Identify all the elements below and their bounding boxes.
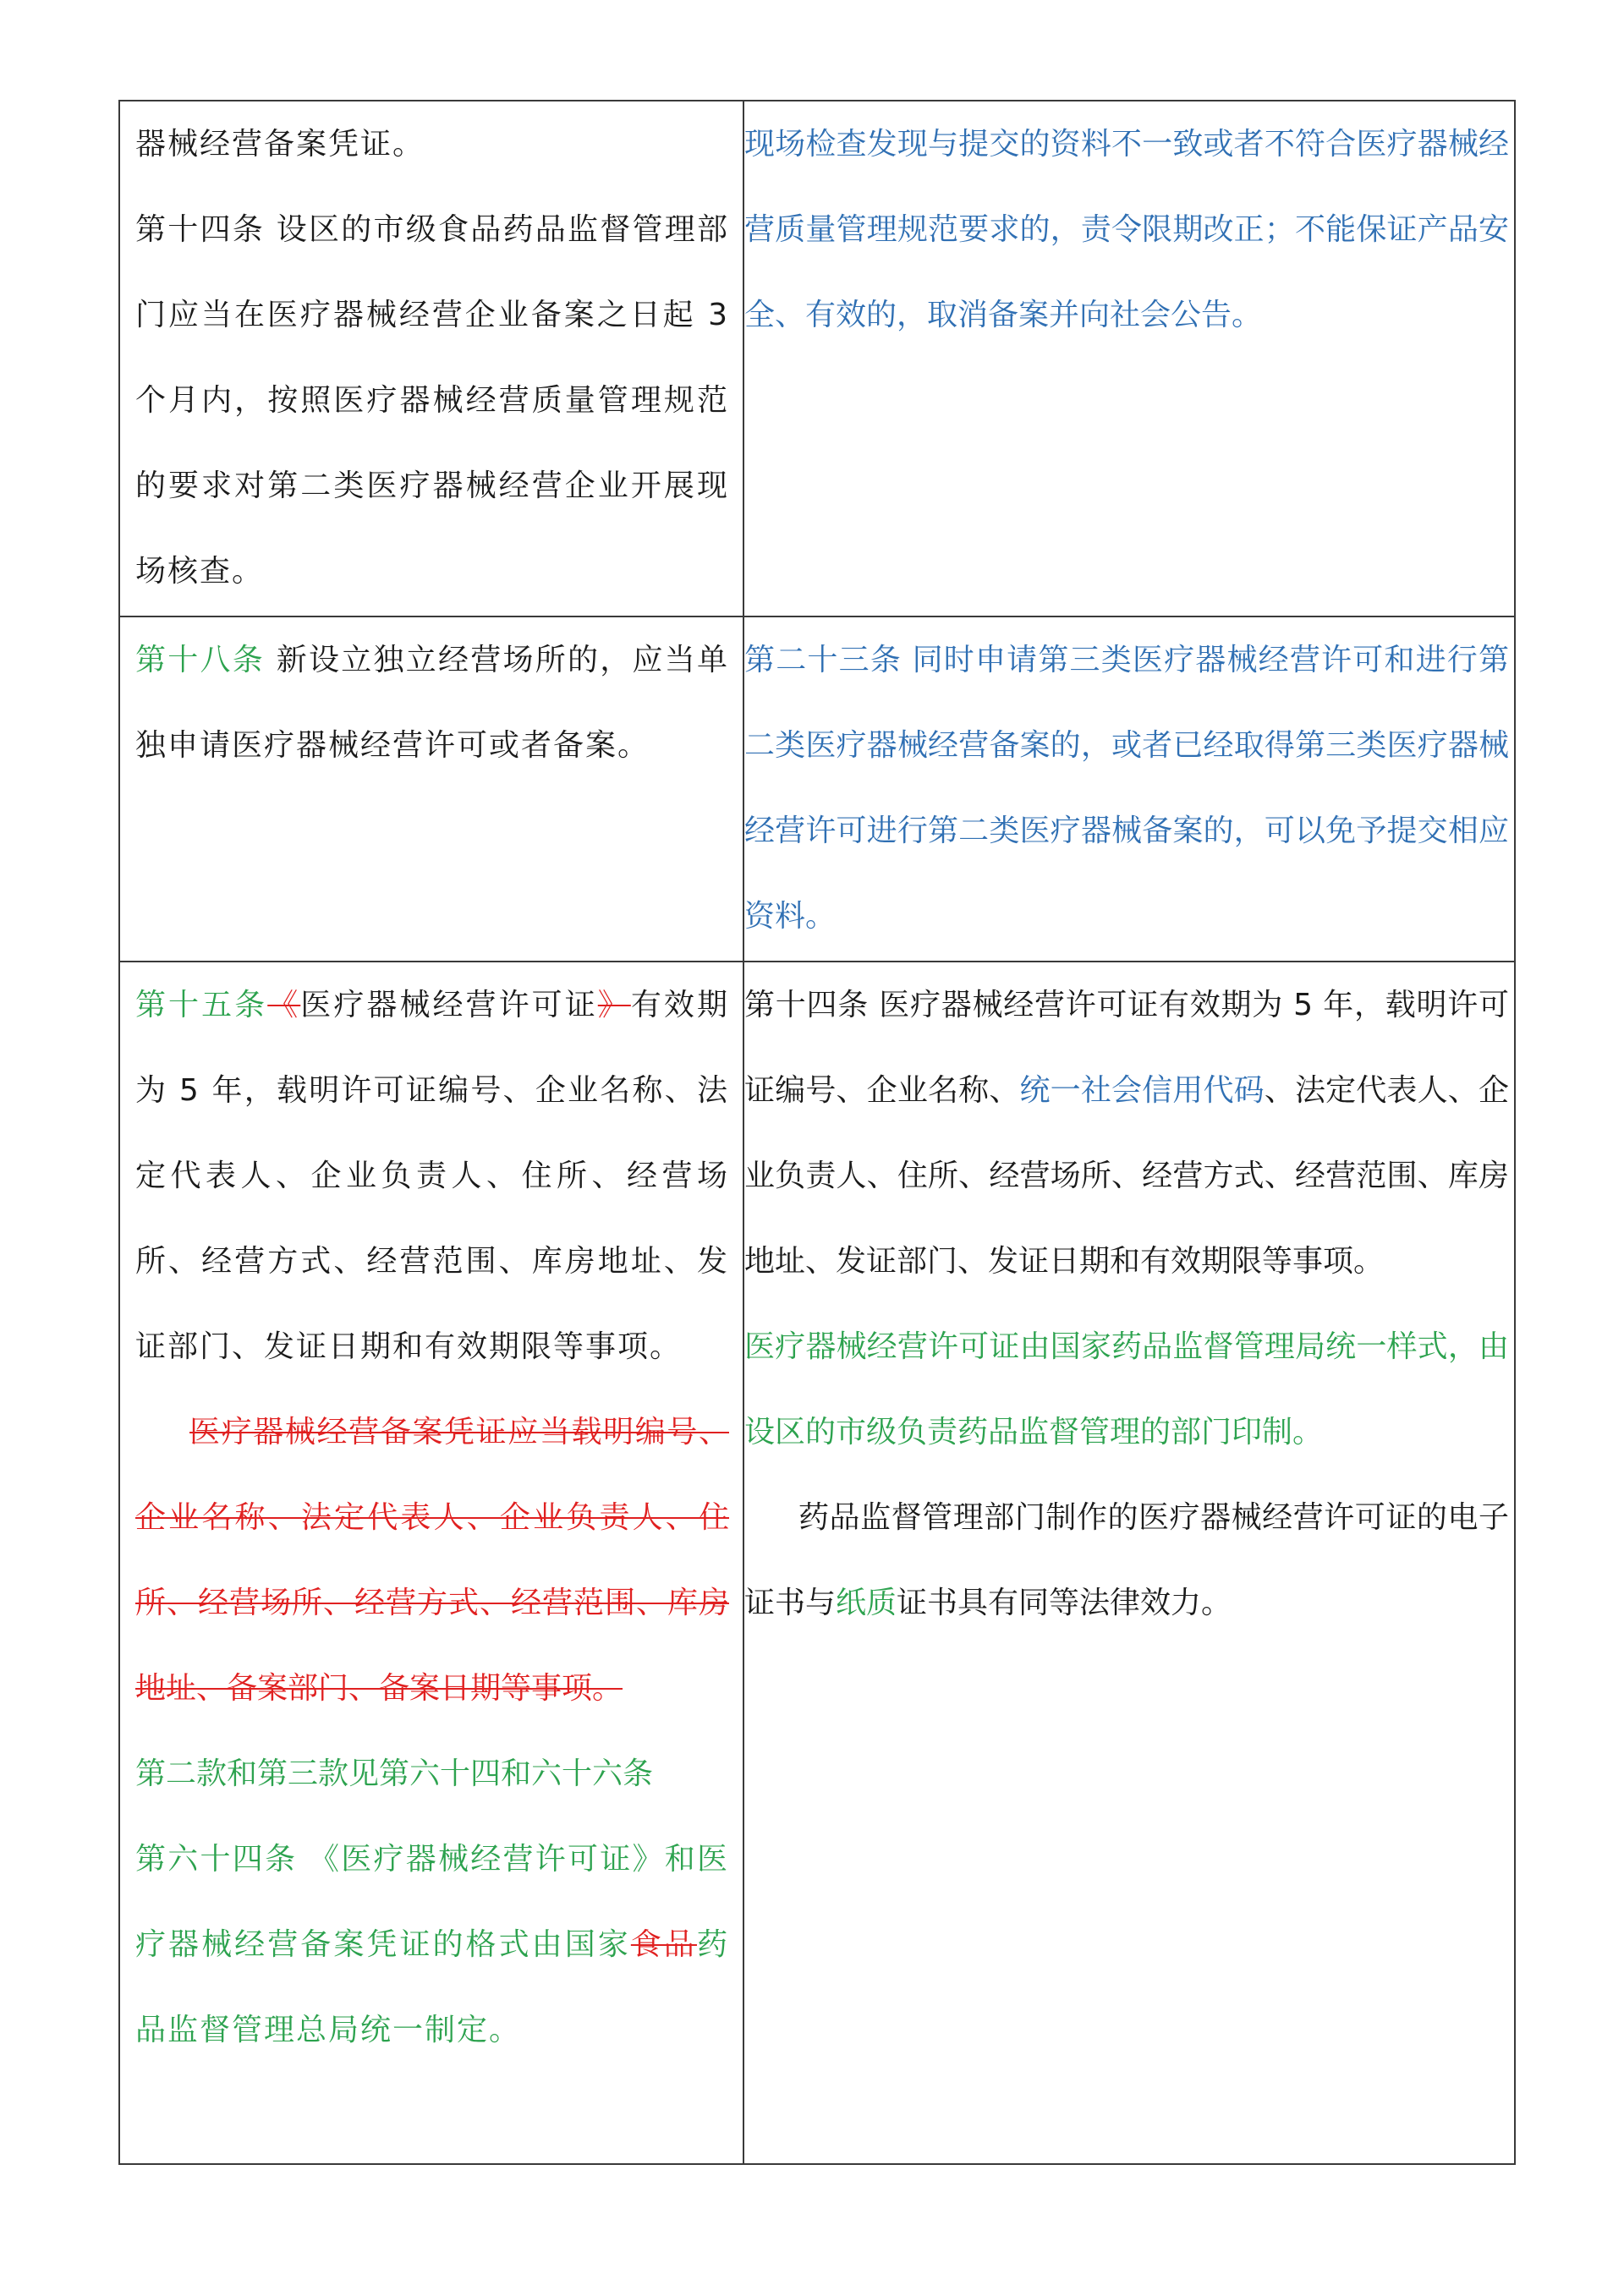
table-row [119, 962, 1515, 2164]
paragraph [744, 962, 1509, 1304]
article-text: 药品监督管理部门制作的医疗器械经营许可证的电子证书与 [744, 1500, 1509, 1620]
old-text-cell [119, 962, 743, 2164]
paragraph: 第十四条 设区的市级食品药品监督管理部门应当在医疗器械经营企业备案之日起 3 个月内，按照医疗器械经营质量管理规范的要求对第二类医疗器械经营企业开展现场核查。 [135, 212, 729, 589]
paragraph [135, 962, 729, 1389]
article-text: 证书具有同等法律效力。 [897, 1586, 1232, 1620]
paragraph: 第二款和第三款见第六十四和六十六条 [135, 1756, 654, 1791]
old-text-cell [119, 616, 743, 962]
deleted-text: 《 [267, 988, 301, 1022]
article-text: 有效期为 5 年，载明许可证编号、企业名称、法定代表人、企业负责人、住所、经营场所、经营方式、经营范围、库房地址、发证部门、发证日期和有效期限等事项。 [135, 988, 729, 1364]
deleted-text: 食品 [630, 1927, 697, 1962]
paragraph: 器械经营备案凭证。 [135, 127, 425, 162]
table-row [119, 616, 1515, 962]
new-text-cell [743, 962, 1515, 2164]
paragraph [744, 1475, 1509, 1646]
article-text: 第十四条 医疗器械经营许可证有效期为 5 年，载明许可证编号、企业名称、 [744, 988, 1509, 1108]
new-text-cell [743, 616, 1515, 962]
article-text: 第六十四条 《医疗器械经营许可证》和医疗器械经营备案凭证的格式由国家 [135, 1842, 729, 1962]
paragraph: 现场检查发现与提交的资料不一致或者不符合医疗器械经营质量管理规范要求的，责令限期改正；不能保证产品安全、有效的，取消备案并向社会公告。 [744, 127, 1509, 332]
comparison-table [118, 100, 1516, 2165]
paragraph: 医疗器械经营许可证由国家药品监督管理局统一样式，由设区的市级负责药品监督管理的部门印制。 [744, 1329, 1509, 1449]
added-text: 纸质 [836, 1586, 897, 1620]
paragraph [135, 617, 729, 788]
old-text-cell [119, 101, 743, 616]
article-text: 药品监督管理总局统一制定。 [135, 1927, 729, 2047]
paragraph [135, 1817, 729, 2073]
table-row [119, 101, 1515, 616]
article-number: 第十八条 [135, 643, 266, 677]
article-text: 、法定代表人、企业负责人、住所、经营场所、经营方式、经营范围、库房地址、发证部门、发证日期和有效期限等事项。 [744, 1073, 1509, 1279]
new-text-cell [743, 101, 1515, 616]
article-text: 新设立独立经营场所的，应当单独申请医疗器械经营许可或者备案。 [135, 643, 729, 763]
article-number: 第十五条 [135, 988, 268, 1022]
added-text: 统一社会信用代码 [1019, 1073, 1265, 1108]
paragraph: 第二十三条 同时申请第三类医疗器械经营许可和进行第二类医疗器械经营备案的，或者已经取得第三类医疗器械经营许可进行第二类医疗器械备案的，可以免予提交相应资料。 [744, 643, 1509, 934]
deleted-text: 》 [597, 988, 631, 1022]
deleted-paragraph: 医疗器械经营备案凭证应当载明编号、企业名称、法定代表人、企业负责人、住所、经营场所、经营方式、经营范围、库房地址、备案部门、备案日期等事项。 [135, 1415, 729, 1706]
license-name: 医疗器械经营许可证 [300, 988, 598, 1022]
